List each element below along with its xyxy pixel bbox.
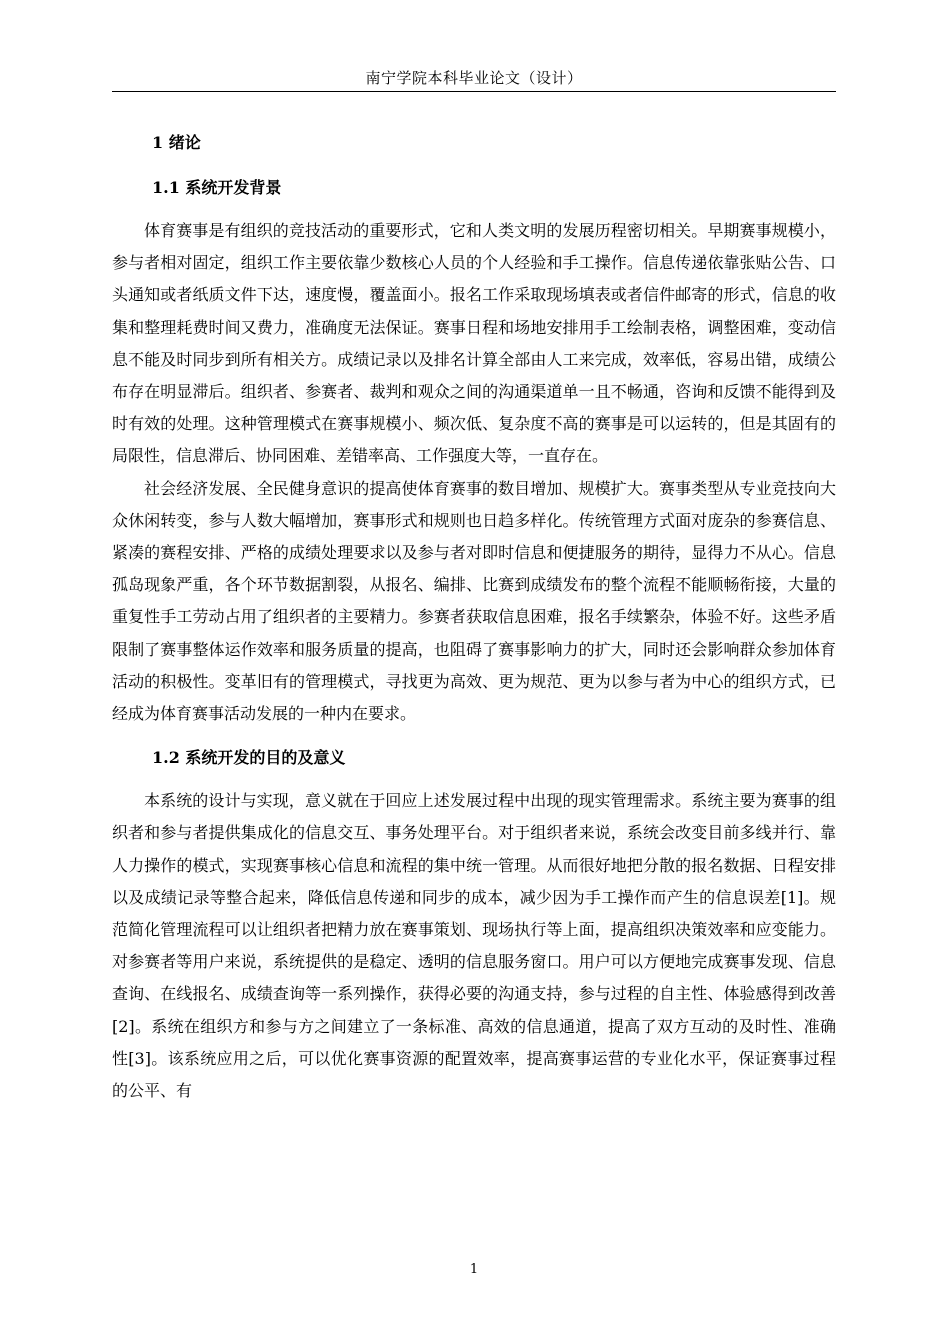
header-rule [112, 91, 836, 92]
paragraph-1-1-a: 体育赛事是有组织的竞技活动的重要形式，它和人类文明的发展历程密切相关。早期赛事规模小，参与者相对固定，组织工作主要依靠少数核心人员的个人经验和手工操作。信息传递依靠张贴公告、口头通知或者纸质文件下达，速度慢，覆盖面小。报名工作采取现场填表或者信件邮寄的形式，信息的收集和整理耗费时间又费力，准确度无法保证。赛事日程和场地安排用手工绘制表格，调整困难，变动信息不能及时同步到所有相关方。成绩记录以及排名计算全部由人工来完成，效率低，容易出错，成绩公布存在明显滞后。组织者、参赛者、裁判和观众之间的沟通渠道单一且不畅通，咨询和反馈不能得到及时有效的处理。这种管理模式在赛事规模小、频次低、复杂度不高的赛事是可以运转的，但是其固有的局限性，信息滞后、协同困难、差错率高、工作强度大等，一直存在。 [112, 221, 836, 466]
paragraph-1-1-b: 社会经济发展、全民健身意识的提高使体育赛事的数目增加、规模扩大。赛事类型从专业竞技向大众休闲转变，参与人数大幅增加，赛事形式和规则也日趋多样化。传统管理方式面对庞杂的参赛信息、紧凑的赛程安排、严格的成绩处理要求以及参与者对即时信息和便捷服务的期待，显得力不从心。信息孤岛现象严重，各个环节数据割裂，从报名、编排、比赛到成绩发布的整个流程不能顺畅衔接，大量的重复性手工劳动占用了组织者的主要精力。参赛者获取信息困难，报名手续繁杂，体验不好。这些矛盾限制了赛事整体运作效率和服务质量的提高，也阻碍了赛事影响力的扩大，同时还会影响群众参加体育活动的积极性。变革旧有的管理模式，寻找更为高效、更为规范、更为以参与者为中心的组织方式，已经成为体育赛事活动发展的一种内在要求。 [112, 478, 836, 724]
running-header: 南宁学院本科毕业论文（设计） [365, 69, 583, 87]
paragraph-1-2-a: 本系统的设计与实现，意义就在于回应上述发展过程中出现的现实管理需求。系统主要为赛事的组织者和参与者提供集成化的信息交互、事务处理平台。对于组织者来说，系统会改变目前多线并行、靠人力操作的模式，实现赛事核心信息和流程的集中统一管理。从而很好地把分散的报名数据、日程安排以及成绩记录等整合起来，降低信息传递和同步的成本，减少因为手工操作而产生的信息误差[1]。规范简化管理流程可以让组织者把精力放在赛事策划、现场执行等上面，提高组织决策效率和应变能力。对参赛者等用户来说，系统提供的是稳定、透明的信息服务窗口。用户可以方便地完成赛事发现、信息查询、在线报名、成绩查询等一系列操作，获得必要的沟通支持，参与过程的自主性、体验感得到改善[2]。系统在组织方和参与方之间建立了一条标准、高效的信息通道，提高了双方互动的及时性、准确性[3]。该系统应用之后，可以优化赛事资源的配置效率，提高赛事运营的专业化水平，保证赛事过程的公平、有 [112, 791, 836, 1101]
chapter-title: 1 绪论 [152, 133, 201, 152]
page-number: 1 [469, 1262, 479, 1277]
section-title-1-2: 1.2 系统开发的目的及意义 [152, 748, 346, 768]
section-title-1-1: 1.1 系统开发背景 [152, 178, 282, 197]
body-content [112, 125, 836, 1107]
